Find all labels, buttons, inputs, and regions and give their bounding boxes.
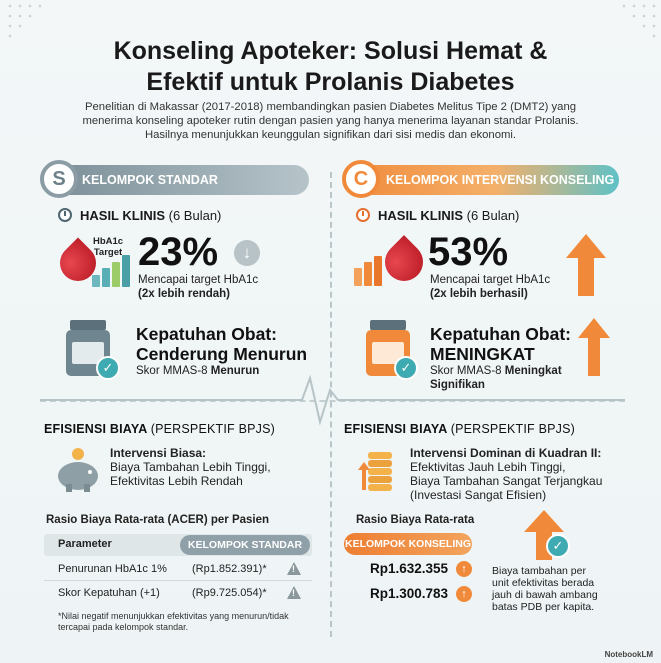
table-row-divider [44, 580, 312, 581]
intervention-badge-icon: C [342, 160, 380, 198]
intervention-adherence-headline: Kepatuhan Obat: MENINGKAT [430, 324, 571, 364]
clock-icon [58, 208, 72, 222]
table-row-param: Penurunan HbA1c 1% [58, 563, 167, 575]
intervention-result-desc: Mencapai target HbA1c (2x lebih berhasil) [430, 274, 551, 300]
intervention-clinical-heading: HASIL KLINIS (6 Bulan) [378, 208, 520, 223]
intervention-efficiency-heading: EFISIENSI BIAYA (PERSPEKTIF BPJS) [344, 422, 575, 436]
chart-bar-icon [122, 255, 130, 287]
intervention-value: Rp1.632.355 [370, 561, 449, 576]
standard-score: Skor MMAS-8 Menurun [136, 365, 260, 377]
arrow-up-icon [578, 318, 610, 376]
chart-bar-icon [354, 268, 362, 286]
table-row-value: (Rp9.725.054)* [192, 587, 267, 599]
standard-cost-desc: Intervensi Biasa: Biaya Tambahan Lebih Tinggi, Efektivitas Lebih Rendah [110, 446, 271, 488]
intervention-value: Rp1.300.783 [370, 586, 449, 601]
warning-icon: ! [287, 562, 301, 575]
acer-title: Rasio Biaya Rata-rata (ACER) per Pasien [46, 514, 270, 526]
blood-drop-icon [377, 235, 431, 289]
standard-adherence-headline: Kepatuhan Obat: Cenderung Menurun [136, 324, 308, 364]
table-header-group: KELOMPOK STANDAR [180, 535, 310, 555]
chart-bar-icon [364, 262, 372, 286]
chart-bar-icon [92, 275, 100, 287]
intervention-note: Biaya tambahan per unit efektivitas berada jauh di bawah ambang batas PDB per kapita. [492, 565, 598, 613]
table-row-value: (Rp1.852.391)* [192, 563, 267, 575]
table-row-param: Skor Kepatuhan (+1) [58, 587, 160, 599]
coin-stack-icon [352, 448, 402, 494]
brand-label: NotebookLM [604, 650, 653, 659]
table-header-parameter: Parameter [58, 538, 112, 550]
title-line-2: Efektif untuk Prolanis Diabetes [146, 68, 515, 96]
warning-icon: ! [287, 586, 301, 599]
chart-bar-icon [374, 256, 382, 286]
check-icon: ✓ [394, 356, 418, 380]
title-line-1: Konseling Apoteker: Solusi Hemat & [113, 37, 548, 65]
standard-clinical-heading: HASIL KLINIS (6 Bulan) [80, 208, 222, 223]
piggy-bank-icon [54, 446, 106, 492]
intervention-score: Skor MMAS-8 Meningkat Signifikan [430, 365, 562, 391]
standard-badge-icon: S [40, 160, 78, 198]
chart-bar-icon [102, 268, 110, 287]
intro-text: Penelitian di Makassar (2017-2018) membandingkan pasien Diabetes Melitus Tipe 2 (DMT2) yang menerima konseling apoteker rutin dengan pasien yang hanya menerima layanan standar Prolanis. Hasilnya menunjukkan keunggulan signifikan dari sisi medis dan ekonomi. [82, 101, 579, 141]
intervention-percent: 53% [428, 230, 509, 274]
intervention-group-badge: KELOMPOK KONSELING [344, 533, 472, 555]
intervention-cost-desc: Intervensi Dominan di Kuadran II: Efektivitas Jauh Lebih Tinggi, Biaya Tambahan Sangat Terjangkau (Investasi Sangat Efisien) [410, 446, 603, 502]
intervention-group-pill [344, 165, 619, 195]
chart-bar-icon [112, 262, 120, 287]
arrow-up-icon [566, 234, 606, 296]
standard-result-desc: Mencapai target HbA1c (2x lebih rendah) [138, 274, 259, 300]
check-icon: ✓ [546, 534, 570, 558]
intervention-group-label: KELOMPOK INTERVENSI KONSELING [386, 173, 615, 187]
check-icon: ✓ [96, 356, 120, 380]
standard-percent: 23% [138, 230, 219, 274]
standard-group-pill [44, 165, 309, 195]
standard-efficiency-heading: EFISIENSI BIAYA (PERSPEKTIF BPJS) [44, 422, 275, 436]
page-title [0, 36, 661, 98]
intervention-acer-title: Rasio Biaya Rata-rata [356, 514, 475, 526]
hba1c-target-label: HbA1c Target [92, 236, 124, 258]
standard-group-label: KELOMPOK STANDAR [82, 173, 218, 187]
table-footnote: *Nilai negatif menunjukkan efektivitas yang menurun/tidak tercapai pada kelompok standar. [58, 611, 289, 632]
clock-icon [356, 208, 370, 222]
arrow-up-icon: ↑ [456, 586, 472, 602]
arrow-up-icon: ↑ [456, 561, 472, 577]
arrow-down-icon: ↓ [234, 240, 260, 266]
